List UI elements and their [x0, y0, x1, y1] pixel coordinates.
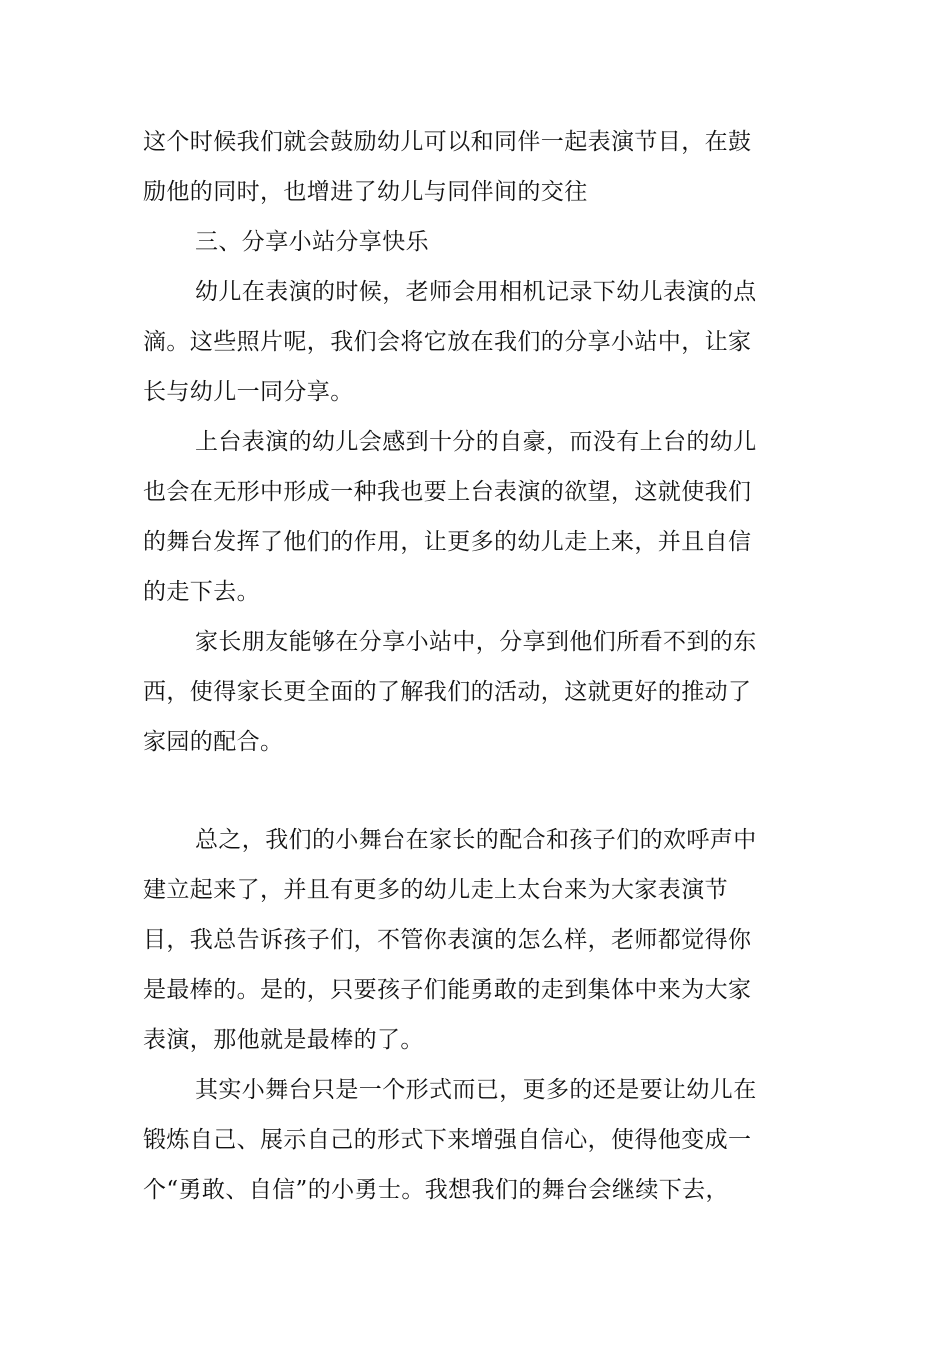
text-line: 其实小舞台只是一个形式而已，更多的还是要让幼儿在 — [195, 1077, 757, 1103]
text-line: 目，我总告诉孩子们，不管你表演的怎么样，老师都觉得你 — [143, 927, 752, 953]
text-line: 励他的同时，也增进了幼儿与同伴间的交往 — [143, 179, 588, 205]
text-line: 的舞台发挥了他们的作用，让更多的幼儿走上来，并且自信 — [143, 529, 752, 555]
text-line: 这个时候我们就会鼓励幼儿可以和同伴一起表演节目，在鼓 — [143, 129, 752, 155]
text-line: 家园的配合。 — [143, 729, 284, 755]
text-line: 西，使得家长更全面的了解我们的活动，这就更好的推动了 — [143, 679, 752, 705]
text-line: 锻炼自己、展示自己的形式下来增强自信心，使得他变成一 — [143, 1127, 752, 1153]
text-line: 总之，我们的小舞台在家长的配合和孩子们的欢呼声中 — [195, 827, 757, 853]
text-line: 家长朋友能够在分享小站中，分享到他们所看不到的东 — [195, 629, 757, 655]
text-line: 也会在无形中形成一种我也要上台表演的欲望，这就使我们 — [143, 479, 752, 505]
text-line: 表演，那他就是最棒的了。 — [143, 1027, 424, 1053]
text-line: 的走下去。 — [143, 579, 260, 605]
text-line: 是最棒的。是的，只要孩子们能勇敢的走到集体中来为大家 — [143, 977, 752, 1003]
text-line: 滴。这些照片呢，我们会将它放在我们的分享小站中，让家 — [143, 329, 752, 355]
text-line: 长与幼儿一同分享。 — [143, 379, 354, 405]
text-line: 建立起来了，并且有更多的幼儿走上太台来为大家表演节 — [143, 877, 728, 903]
text-line: 个“勇敢、自信”的小勇士。我想我们的舞台会继续下去， — [143, 1177, 729, 1203]
text-line: 上台表演的幼儿会感到十分的自豪，而没有上台的幼儿 — [195, 429, 757, 455]
text-line: 幼儿在表演的时候，老师会用相机记录下幼儿表演的点 — [195, 279, 757, 305]
section-heading: 三、分享小站分享快乐 — [195, 229, 429, 255]
